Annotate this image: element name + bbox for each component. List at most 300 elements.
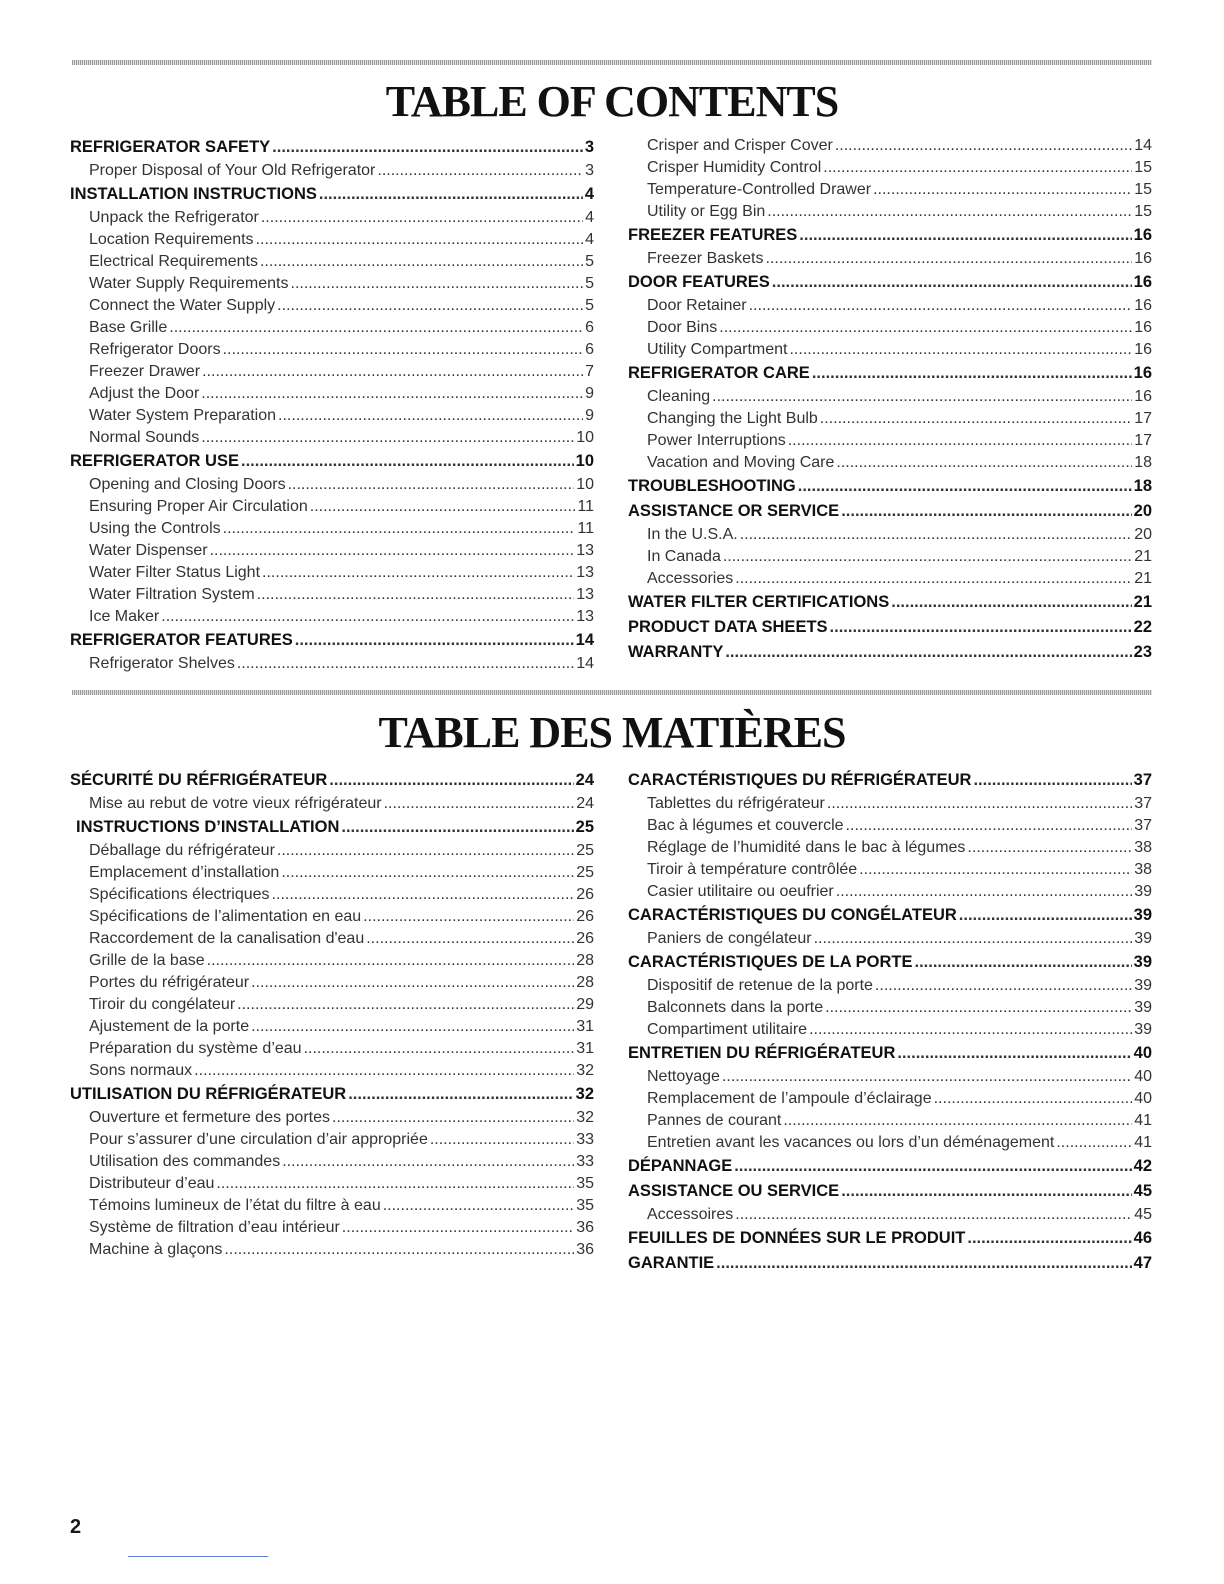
toc-entry-label: CARACTÉRISTIQUES DU CONGÉLATEUR bbox=[628, 906, 957, 924]
toc-section-entry[interactable] bbox=[628, 1226, 1152, 1251]
toc-entry-label: Refrigerator Doors bbox=[89, 341, 221, 358]
toc-entry-label: Balconnets dans la porte bbox=[647, 999, 824, 1016]
toc-subentry[interactable] bbox=[628, 386, 1152, 408]
toc-entry-page: 16 bbox=[1134, 341, 1152, 358]
toc-title-fr: TABLE DES MATIÈRES bbox=[378, 708, 846, 757]
toc-section-entry[interactable] bbox=[628, 499, 1152, 524]
toc-leader-dots bbox=[897, 1041, 1131, 1066]
toc-subentry[interactable] bbox=[70, 606, 594, 628]
toc-leader-dots bbox=[875, 975, 1132, 997]
toc-entry-label: Déballage du réfrigérateur bbox=[89, 842, 275, 859]
toc-subentry[interactable] bbox=[628, 135, 1152, 157]
toc-entry-label: Préparation du système d’eau bbox=[89, 1040, 302, 1057]
toc-entry-page: 9 bbox=[585, 385, 594, 402]
toc-entry-label: Vacation and Moving Care bbox=[647, 454, 835, 471]
toc-subentry[interactable] bbox=[628, 524, 1152, 546]
toc-section-entry[interactable] bbox=[628, 1154, 1152, 1179]
toc-entry-page: 4 bbox=[584, 185, 594, 203]
toc-subentry[interactable] bbox=[70, 207, 594, 229]
toc-entry-label: Pour s’assurer d’une circulation d’air appropriée bbox=[89, 1131, 428, 1148]
toc-leader-dots bbox=[277, 840, 574, 862]
toc-section-entry[interactable] bbox=[628, 1251, 1152, 1276]
toc-subentry[interactable] bbox=[628, 1132, 1152, 1154]
toc-entry-page: 5 bbox=[585, 275, 594, 292]
toc-entry-page: 36 bbox=[576, 1219, 594, 1236]
toc-subentry[interactable] bbox=[628, 568, 1152, 590]
toc-subentry[interactable] bbox=[628, 793, 1152, 815]
toc-leader-dots bbox=[161, 606, 574, 628]
toc-entry-label: Water Filtration System bbox=[89, 586, 255, 603]
toc-entry-page: 40 bbox=[1134, 1090, 1152, 1107]
toc-entry-page: 16 bbox=[1133, 364, 1152, 382]
toc-leader-dots bbox=[915, 950, 1132, 975]
toc-leader-dots bbox=[836, 452, 1132, 474]
toc-entry-page: 37 bbox=[1133, 771, 1152, 789]
toc-leader-dots bbox=[959, 903, 1132, 928]
toc-entry-label: Normal Sounds bbox=[89, 429, 200, 446]
toc-section-entry[interactable] bbox=[628, 223, 1152, 248]
toc-subentry[interactable] bbox=[70, 405, 594, 427]
toc-entry-page: 39 bbox=[1134, 999, 1152, 1016]
toc-leader-dots bbox=[934, 1088, 1133, 1110]
toc-entry-page: 17 bbox=[1134, 432, 1152, 449]
toc-entry-page: 7 bbox=[585, 363, 594, 380]
toc-en-left-column bbox=[70, 135, 594, 675]
toc-leader-dots bbox=[722, 1066, 1132, 1088]
toc-entry-label: Entretien avant les vacances ou lors d’un déménagement bbox=[647, 1134, 1055, 1151]
toc-leader-dots bbox=[277, 295, 583, 317]
toc-subentry[interactable] bbox=[70, 1239, 594, 1261]
toc-entry-page: 35 bbox=[576, 1175, 594, 1192]
toc-leader-dots bbox=[799, 223, 1131, 248]
toc-leader-dots bbox=[823, 157, 1132, 179]
toc-leader-dots bbox=[384, 793, 575, 815]
toc-entry-label: Ensuring Proper Air Circulation bbox=[89, 498, 308, 515]
toc-section-entry[interactable] bbox=[70, 449, 594, 474]
toc-subentry[interactable] bbox=[628, 1019, 1152, 1041]
toc-subentry[interactable] bbox=[628, 452, 1152, 474]
toc-entry-label: FEUILLES DE DONNÉES SUR LE PRODUIT bbox=[628, 1229, 966, 1247]
toc-subentry[interactable] bbox=[628, 997, 1152, 1019]
toc-entry-page: 5 bbox=[585, 253, 594, 270]
toc-section-entry[interactable] bbox=[628, 903, 1152, 928]
toc-leader-dots bbox=[841, 499, 1131, 524]
toc-section-entry[interactable] bbox=[628, 615, 1152, 640]
toc-leader-dots bbox=[201, 427, 574, 449]
toc-leader-dots bbox=[237, 994, 574, 1016]
toc-entry-page: 22 bbox=[1133, 618, 1152, 636]
toc-leader-dots bbox=[223, 518, 576, 540]
toc-entry-label: Mise au rebut de votre vieux réfrigérateur bbox=[89, 795, 382, 812]
toc-entry-page: 13 bbox=[576, 586, 594, 603]
toc-section-entry[interactable] bbox=[70, 1082, 594, 1107]
toc-entry-page: 31 bbox=[576, 1018, 594, 1035]
toc-en-right-column bbox=[628, 135, 1152, 665]
toc-subentry[interactable] bbox=[628, 859, 1152, 881]
toc-entry-label: In Canada bbox=[647, 548, 721, 565]
toc-entry-label: Grille de la base bbox=[89, 952, 205, 969]
toc-leader-dots bbox=[377, 160, 583, 182]
toc-entry-label: Paniers de congélateur bbox=[647, 930, 812, 947]
toc-entry-page: 33 bbox=[576, 1153, 594, 1170]
toc-entry-page: 9 bbox=[585, 407, 594, 424]
toc-entry-label: Using the Controls bbox=[89, 520, 221, 537]
toc-subentry[interactable] bbox=[70, 1038, 594, 1060]
toc-entry-page: 35 bbox=[576, 1197, 594, 1214]
toc-entry-label: FREEZER FEATURES bbox=[628, 226, 798, 244]
toc-entry-label: Sons normaux bbox=[89, 1062, 193, 1079]
toc-leader-dots bbox=[891, 590, 1131, 615]
toc-leader-dots bbox=[288, 474, 575, 496]
toc-entry-label: Distributeur d’eau bbox=[89, 1175, 215, 1192]
footer-line bbox=[128, 1556, 268, 1557]
toc-entry-label: WATER FILTER CERTIFICATIONS bbox=[628, 593, 890, 611]
toc-entry-page: 39 bbox=[1134, 930, 1152, 947]
toc-leader-dots bbox=[735, 568, 1132, 590]
toc-subentry[interactable] bbox=[70, 884, 594, 906]
toc-leader-dots bbox=[735, 1204, 1132, 1226]
toc-leader-dots bbox=[237, 653, 574, 675]
toc-entry-label: REFRIGERATOR USE bbox=[70, 452, 239, 470]
toc-entry-label: In the U.S.A. bbox=[647, 526, 738, 543]
top-dotted-rule bbox=[72, 60, 1152, 65]
toc-entry-page: 26 bbox=[576, 930, 594, 947]
toc-entry-page: 47 bbox=[1133, 1254, 1152, 1272]
toc-entry-label: Door Retainer bbox=[647, 297, 747, 314]
toc-entry-label: Crisper Humidity Control bbox=[647, 159, 822, 176]
toc-subentry[interactable] bbox=[70, 229, 594, 251]
toc-entry-page: 5 bbox=[585, 297, 594, 314]
toc-entry-page: 40 bbox=[1134, 1068, 1152, 1085]
toc-section-entry[interactable] bbox=[628, 1179, 1152, 1204]
toc-entry-page: 16 bbox=[1134, 297, 1152, 314]
toc-entry-page: 31 bbox=[576, 1040, 594, 1057]
toc-entry-label: Utilisation des commandes bbox=[89, 1153, 281, 1170]
toc-leader-dots bbox=[260, 251, 583, 273]
toc-subentry[interactable] bbox=[70, 1195, 594, 1217]
toc-entry-page: 16 bbox=[1134, 388, 1152, 405]
toc-entry-label: Remplacement de l’ampoule d’éclairage bbox=[647, 1090, 932, 1107]
toc-leader-dots bbox=[767, 201, 1132, 223]
toc-subentry[interactable] bbox=[628, 1088, 1152, 1110]
toc-leader-dots bbox=[256, 229, 584, 251]
toc-entry-page: 40 bbox=[1133, 1044, 1152, 1062]
toc-subentry[interactable] bbox=[70, 994, 594, 1016]
toc-entry-label: CARACTÉRISTIQUES DE LA PORTE bbox=[628, 953, 913, 971]
toc-entry-page: 46 bbox=[1133, 1229, 1152, 1247]
toc-entry-label: WARRANTY bbox=[628, 643, 724, 661]
toc-entry-page: 38 bbox=[1134, 839, 1152, 856]
toc-entry-page: 15 bbox=[1134, 159, 1152, 176]
toc-entry-page: 39 bbox=[1133, 953, 1152, 971]
toc-leader-dots bbox=[973, 768, 1131, 793]
toc-section-entry[interactable] bbox=[628, 1041, 1152, 1066]
toc-subentry[interactable] bbox=[628, 179, 1152, 201]
toc-entry-label: Raccordement de la canalisation d'eau bbox=[89, 930, 365, 947]
toc-entry-label: Water Supply Requirements bbox=[89, 275, 289, 292]
toc-entry-label: REFRIGERATOR FEATURES bbox=[70, 631, 293, 649]
toc-entry-label: Bac à légumes et couvercle bbox=[647, 817, 844, 834]
toc-subentry[interactable] bbox=[70, 251, 594, 273]
toc-leader-dots bbox=[765, 248, 1132, 270]
toc-entry-page: 10 bbox=[576, 429, 594, 446]
toc-entry-page: 16 bbox=[1133, 226, 1152, 244]
toc-leader-dots bbox=[825, 997, 1132, 1019]
toc-subentry[interactable] bbox=[628, 815, 1152, 837]
toc-leader-dots bbox=[223, 339, 583, 361]
toc-leader-dots bbox=[809, 1019, 1132, 1041]
toc-section-entry[interactable] bbox=[628, 950, 1152, 975]
toc-subentry[interactable] bbox=[70, 474, 594, 496]
toc-leader-dots bbox=[332, 1107, 574, 1129]
toc-entry-label: Machine à glaçons bbox=[89, 1241, 223, 1258]
toc-leader-dots bbox=[841, 1179, 1131, 1204]
toc-section-entry[interactable] bbox=[628, 640, 1152, 665]
toc-subentry[interactable] bbox=[628, 928, 1152, 950]
toc-entry-label: DÉPANNAGE bbox=[628, 1157, 733, 1175]
toc-subentry[interactable] bbox=[70, 584, 594, 606]
toc-entry-page: 26 bbox=[576, 886, 594, 903]
toc-leader-dots bbox=[262, 562, 574, 584]
toc-subentry[interactable] bbox=[70, 840, 594, 862]
toc-entry-label: Changing the Light Bulb bbox=[647, 410, 818, 427]
toc-subentry[interactable] bbox=[628, 408, 1152, 430]
toc-entry-page: 20 bbox=[1133, 502, 1152, 520]
toc-leader-dots bbox=[304, 1038, 575, 1060]
toc-entry-page: 41 bbox=[1134, 1134, 1152, 1151]
toc-entry-label: Tiroir à température contrôlée bbox=[647, 861, 858, 878]
toc-subentry[interactable] bbox=[70, 361, 594, 383]
toc-entry-page: 18 bbox=[1134, 454, 1152, 471]
toc-entry-label: Proper Disposal of Your Old Refrigerator bbox=[89, 162, 376, 179]
toc-subentry[interactable] bbox=[628, 881, 1152, 903]
toc-subentry[interactable] bbox=[70, 1107, 594, 1129]
toc-section-entry[interactable] bbox=[628, 590, 1152, 615]
toc-entry-label: Temperature-Controlled Drawer bbox=[647, 181, 872, 198]
toc-subentry[interactable] bbox=[70, 540, 594, 562]
toc-leader-dots bbox=[719, 317, 1132, 339]
toc-section-entry[interactable] bbox=[70, 815, 594, 840]
toc-entry-page: 32 bbox=[576, 1109, 594, 1126]
toc-entry-label: Spécifications de l’alimentation en eau bbox=[89, 908, 362, 925]
toc-leader-dots bbox=[272, 135, 583, 160]
toc-title-en: TABLE OF CONTENTS bbox=[385, 77, 839, 126]
toc-entry-page: 36 bbox=[576, 1241, 594, 1258]
toc-leader-dots bbox=[967, 1226, 1131, 1251]
toc-leader-dots bbox=[291, 273, 584, 295]
toc-entry-page: 32 bbox=[575, 1085, 594, 1103]
toc-entry-page: 17 bbox=[1134, 410, 1152, 427]
toc-entry-label: Unpack the Refrigerator bbox=[89, 209, 259, 226]
toc-leader-dots bbox=[251, 1016, 574, 1038]
toc-section-entry[interactable] bbox=[628, 270, 1152, 295]
toc-leader-dots bbox=[835, 135, 1132, 157]
toc-section-entry[interactable] bbox=[70, 135, 594, 160]
toc-subentry[interactable] bbox=[628, 1066, 1152, 1088]
toc-subentry[interactable] bbox=[628, 1204, 1152, 1226]
toc-leader-dots bbox=[749, 295, 1133, 317]
toc-entry-page: 16 bbox=[1134, 319, 1152, 336]
toc-subentry[interactable] bbox=[70, 1151, 594, 1173]
toc-subentry[interactable] bbox=[70, 950, 594, 972]
toc-leader-dots bbox=[261, 207, 583, 229]
toc-leader-dots bbox=[282, 1151, 574, 1173]
toc-entry-page: 25 bbox=[576, 842, 594, 859]
toc-subentry[interactable] bbox=[70, 427, 594, 449]
toc-entry-page: 10 bbox=[576, 476, 594, 493]
toc-subentry[interactable] bbox=[628, 157, 1152, 179]
toc-subentry[interactable] bbox=[70, 562, 594, 584]
toc-subentry[interactable] bbox=[70, 383, 594, 405]
toc-section-entry[interactable] bbox=[70, 768, 594, 793]
toc-entry-label: Water System Preparation bbox=[89, 407, 277, 424]
toc-entry-label: Freezer Drawer bbox=[89, 363, 201, 380]
toc-subentry[interactable] bbox=[70, 295, 594, 317]
toc-entry-page: 10 bbox=[575, 452, 594, 470]
toc-entry-label: PRODUCT DATA SHEETS bbox=[628, 618, 828, 636]
toc-subentry[interactable] bbox=[70, 1217, 594, 1239]
toc-subentry[interactable] bbox=[70, 653, 594, 675]
toc-leader-dots bbox=[725, 640, 1131, 665]
toc-section-entry[interactable] bbox=[628, 474, 1152, 499]
toc-leader-dots bbox=[788, 430, 1132, 452]
toc-entry-label: Adjust the Door bbox=[89, 385, 200, 402]
toc-entry-page: 37 bbox=[1134, 817, 1152, 834]
toc-entry-page: 25 bbox=[576, 864, 594, 881]
toc-entry-page: 45 bbox=[1134, 1206, 1152, 1223]
toc-entry-page: 39 bbox=[1133, 906, 1152, 924]
toc-subentry[interactable] bbox=[70, 1016, 594, 1038]
toc-leader-dots bbox=[716, 1251, 1131, 1276]
toc-subentry[interactable] bbox=[628, 295, 1152, 317]
toc-entry-page: 14 bbox=[576, 655, 594, 672]
toc-leader-dots bbox=[310, 496, 576, 518]
toc-leader-dots bbox=[836, 881, 1132, 903]
toc-leader-dots bbox=[194, 1060, 574, 1082]
toc-leader-dots bbox=[967, 837, 1132, 859]
toc-leader-dots bbox=[820, 408, 1132, 430]
toc-leader-dots bbox=[798, 474, 1132, 499]
toc-leader-dots bbox=[341, 815, 573, 840]
page-number: 2 bbox=[70, 1516, 82, 1538]
toc-entry-page: 13 bbox=[576, 608, 594, 625]
toc-entry-label: Base Grille bbox=[89, 319, 168, 336]
toc-leader-dots bbox=[723, 546, 1132, 568]
toc-entry-page: 39 bbox=[1134, 977, 1152, 994]
toc-subentry[interactable] bbox=[70, 906, 594, 928]
toc-subentry[interactable] bbox=[70, 496, 594, 518]
toc-leader-dots bbox=[210, 540, 575, 562]
toc-section-entry[interactable] bbox=[628, 361, 1152, 386]
toc-entry-label: GARANTIE bbox=[628, 1254, 715, 1272]
toc-subentry[interactable] bbox=[628, 546, 1152, 568]
toc-subentry[interactable] bbox=[70, 972, 594, 994]
toc-leader-dots bbox=[812, 361, 1132, 386]
toc-entry-label: Tablettes du réfrigérateur bbox=[647, 795, 825, 812]
toc-subentry[interactable] bbox=[70, 793, 594, 815]
toc-entry-label: Connect the Water Supply bbox=[89, 297, 276, 314]
toc-section-entry[interactable] bbox=[70, 182, 594, 207]
toc-subentry[interactable] bbox=[70, 862, 594, 884]
toc-entry-label: Ouverture et fermeture des portes bbox=[89, 1109, 330, 1126]
toc-entry-label: Système de filtration d’eau intérieur bbox=[89, 1219, 340, 1236]
toc-entry-label: REFRIGERATOR CARE bbox=[628, 364, 810, 382]
toc-subentry[interactable] bbox=[628, 339, 1152, 361]
toc-entry-page: 24 bbox=[575, 771, 594, 789]
toc-entry-label: SÉCURITÉ DU RÉFRIGÉRATEUR bbox=[70, 771, 328, 789]
toc-entry-page: 28 bbox=[576, 974, 594, 991]
toc-subentry[interactable] bbox=[628, 248, 1152, 270]
toc-leader-dots bbox=[873, 179, 1132, 201]
toc-subentry[interactable] bbox=[70, 273, 594, 295]
toc-entry-page: 16 bbox=[1133, 273, 1152, 291]
toc-entry-page: 18 bbox=[1133, 477, 1152, 495]
toc-leader-dots bbox=[363, 906, 574, 928]
toc-subentry[interactable] bbox=[70, 518, 594, 540]
toc-leader-dots bbox=[251, 972, 574, 994]
toc-subentry[interactable] bbox=[628, 975, 1152, 997]
toc-entry-label: Location Requirements bbox=[89, 231, 254, 248]
toc-entry-label: Freezer Baskets bbox=[647, 250, 764, 267]
toc-subentry[interactable] bbox=[628, 837, 1152, 859]
toc-leader-dots bbox=[272, 884, 575, 906]
toc-entry-page: 21 bbox=[1134, 570, 1152, 587]
toc-entry-page: 11 bbox=[577, 498, 594, 515]
toc-entry-page: 39 bbox=[1134, 883, 1152, 900]
toc-leader-dots bbox=[295, 628, 574, 653]
toc-entry-label: Door Bins bbox=[647, 319, 718, 336]
toc-leader-dots bbox=[430, 1129, 574, 1151]
toc-leader-dots bbox=[846, 815, 1133, 837]
toc-subentry[interactable] bbox=[70, 928, 594, 950]
toc-entry-label: Accessoires bbox=[647, 1206, 734, 1223]
toc-entry-label: TROUBLESHOOTING bbox=[628, 477, 796, 495]
toc-entry-page: 6 bbox=[585, 319, 594, 336]
toc-leader-dots bbox=[740, 524, 1132, 546]
toc-entry-page: 28 bbox=[576, 952, 594, 969]
toc-section-entry[interactable] bbox=[70, 628, 594, 653]
toc-entry-label: ASSISTANCE OU SERVICE bbox=[628, 1182, 840, 1200]
toc-subentry[interactable] bbox=[70, 160, 594, 182]
toc-leader-dots bbox=[814, 928, 1133, 950]
toc-entry-label: Opening and Closing Doors bbox=[89, 476, 286, 493]
toc-entry-page: 33 bbox=[576, 1131, 594, 1148]
toc-leader-dots bbox=[169, 317, 583, 339]
toc-entry-label: Emplacement d’installation bbox=[89, 864, 280, 881]
toc-leader-dots bbox=[830, 615, 1132, 640]
toc-subentry[interactable] bbox=[628, 1110, 1152, 1132]
toc-subentry[interactable] bbox=[628, 317, 1152, 339]
toc-entry-page: 6 bbox=[585, 341, 594, 358]
toc-subentry[interactable] bbox=[70, 1173, 594, 1195]
toc-subentry[interactable] bbox=[70, 1060, 594, 1082]
toc-entry-label: Utility Compartment bbox=[647, 341, 788, 358]
toc-subentry[interactable] bbox=[628, 430, 1152, 452]
toc-leader-dots bbox=[201, 383, 583, 405]
toc-leader-dots bbox=[859, 859, 1132, 881]
toc-entry-page: 3 bbox=[585, 162, 594, 179]
toc-entry-label: Réglage de l’humidité dans le bac à légumes bbox=[647, 839, 966, 856]
toc-subentry[interactable] bbox=[70, 1129, 594, 1151]
toc-entry-label: Electrical Requirements bbox=[89, 253, 258, 270]
toc-leader-dots bbox=[329, 768, 573, 793]
toc-subentry[interactable] bbox=[70, 339, 594, 361]
toc-section-entry[interactable] bbox=[628, 768, 1152, 793]
toc-entry-page: 20 bbox=[1134, 526, 1152, 543]
toc-leader-dots bbox=[257, 584, 575, 606]
toc-subentry[interactable] bbox=[70, 317, 594, 339]
toc-subentry[interactable] bbox=[628, 201, 1152, 223]
